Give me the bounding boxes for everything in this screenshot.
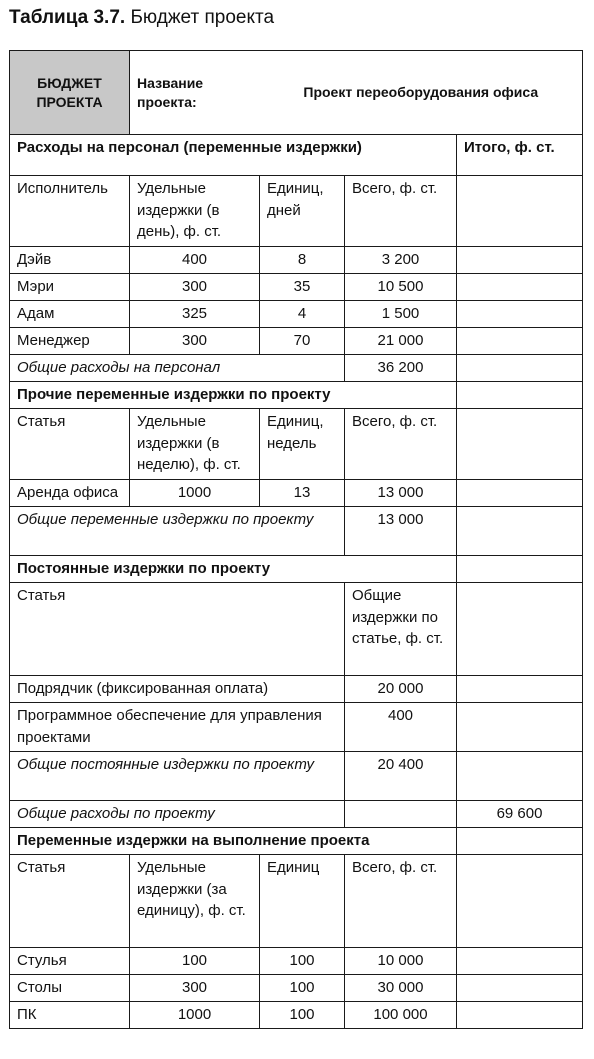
cell-name: Мэри xyxy=(10,274,130,301)
cell-rate: 100 xyxy=(130,948,260,975)
cell-units: 100 xyxy=(260,975,345,1002)
subtotal-label: Общие расходы на персонал xyxy=(10,355,345,382)
column-header: Исполнитель xyxy=(10,176,130,247)
empty-cell xyxy=(457,176,583,247)
cell-name: ПК xyxy=(10,1002,130,1029)
cell-rate: 1000 xyxy=(130,1002,260,1029)
caption-title: Бюджет проекта xyxy=(130,7,275,28)
empty-cell xyxy=(457,752,583,801)
project-header-row xyxy=(10,51,583,135)
section-row xyxy=(10,556,583,583)
table-row xyxy=(10,1002,583,1029)
cell-units: 100 xyxy=(260,948,345,975)
empty-cell xyxy=(457,480,583,507)
subtotal-value: 20 400 xyxy=(345,752,457,801)
table-row xyxy=(10,301,583,328)
caption-number: Таблица 3.7. xyxy=(9,7,126,28)
cell-rate: 325 xyxy=(130,301,260,328)
section-row xyxy=(10,135,583,176)
empty-cell xyxy=(457,855,583,948)
column-header: Статья xyxy=(10,855,130,948)
table-caption xyxy=(9,6,274,30)
cell-units: 70 xyxy=(260,328,345,355)
total-column-header: Итого, ф. ст. xyxy=(457,135,583,176)
cell-total: 10 500 xyxy=(345,274,457,301)
cell-total: 100 000 xyxy=(345,1002,457,1029)
section-row xyxy=(10,382,583,409)
cell-name: Аренда офиса xyxy=(10,480,130,507)
empty-cell xyxy=(457,948,583,975)
subtotal-value: 13 000 xyxy=(345,507,457,556)
cell-name: Адам xyxy=(10,301,130,328)
column-header: Общие издержки по статье, ф. ст. xyxy=(345,583,457,676)
empty-cell xyxy=(457,556,583,583)
cell-total: 20 000 xyxy=(345,676,457,703)
column-header-row xyxy=(10,855,583,948)
section-title-other-variable: Прочие переменные издержки по проекту xyxy=(10,382,457,409)
table-row xyxy=(10,480,583,507)
table-row xyxy=(10,703,583,752)
empty-cell xyxy=(457,382,583,409)
cell-name: Программное обеспечение для управления проектами xyxy=(10,703,345,752)
column-header: Всего, ф. ст. xyxy=(345,855,457,948)
cell-name: Подрядчик (фиксированная оплата) xyxy=(10,676,345,703)
empty-cell xyxy=(345,801,457,828)
table-row xyxy=(10,274,583,301)
subtotal-label: Общие переменные издержки по проекту xyxy=(10,507,345,556)
column-header: Единиц, недель xyxy=(260,409,345,480)
subtotal-row xyxy=(10,355,583,382)
empty-cell xyxy=(457,274,583,301)
table-row xyxy=(10,247,583,274)
budget-badge: БЮДЖЕТ ПРОЕКТА xyxy=(10,51,130,135)
column-header: Удельные издержки (за единицу), ф. ст. xyxy=(130,855,260,948)
empty-cell xyxy=(457,828,583,855)
column-header: Единиц, дней xyxy=(260,176,345,247)
cell-name: Дэйв xyxy=(10,247,130,274)
cell-name: Столы xyxy=(10,975,130,1002)
table-row xyxy=(10,975,583,1002)
cell-units: 35 xyxy=(260,274,345,301)
project-name-value: Проект переоборудования офиса xyxy=(260,51,583,135)
cell-rate: 300 xyxy=(130,274,260,301)
section-row xyxy=(10,828,583,855)
project-name-label: Название проекта: xyxy=(130,51,260,135)
empty-cell xyxy=(457,507,583,556)
empty-cell xyxy=(457,301,583,328)
section-title-execution: Переменные издержки на выполнение проекта xyxy=(10,828,457,855)
column-header: Всего, ф. ст. xyxy=(345,409,457,480)
cell-rate: 1000 xyxy=(130,480,260,507)
column-header: Удельные издержки (в неделю), ф. ст. xyxy=(130,409,260,480)
subtotal-value: 36 200 xyxy=(345,355,457,382)
cell-total: 3 200 xyxy=(345,247,457,274)
cell-name: Стулья xyxy=(10,948,130,975)
column-header: Статья xyxy=(10,583,345,676)
cell-total: 30 000 xyxy=(345,975,457,1002)
section-title-fixed: Постоянные издержки по проекту xyxy=(10,556,457,583)
cell-total: 1 500 xyxy=(345,301,457,328)
project-total-row xyxy=(10,801,583,828)
empty-cell xyxy=(457,583,583,676)
subtotal-row xyxy=(10,752,583,801)
empty-cell xyxy=(457,247,583,274)
empty-cell xyxy=(457,676,583,703)
cell-total: 13 000 xyxy=(345,480,457,507)
cell-units: 8 xyxy=(260,247,345,274)
project-total-label: Общие расходы по проекту xyxy=(10,801,345,828)
subtotal-row xyxy=(10,507,583,556)
table-row xyxy=(10,328,583,355)
budget-table xyxy=(9,50,583,1029)
column-header-row xyxy=(10,176,583,247)
cell-units: 4 xyxy=(260,301,345,328)
project-total-value: 69 600 xyxy=(457,801,583,828)
column-header: Всего, ф. ст. xyxy=(345,176,457,247)
column-header-row xyxy=(10,409,583,480)
empty-cell xyxy=(457,409,583,480)
cell-rate: 300 xyxy=(130,975,260,1002)
cell-total: 10 000 xyxy=(345,948,457,975)
empty-cell xyxy=(457,703,583,752)
subtotal-label: Общие постоянные издержки по проекту xyxy=(10,752,345,801)
column-header: Статья xyxy=(10,409,130,480)
section-title-personnel: Расходы на персонал (переменные издержки) xyxy=(10,135,457,176)
column-header: Удельные издержки (в день), ф. ст. xyxy=(130,176,260,247)
table-row xyxy=(10,676,583,703)
cell-name: Менеджер xyxy=(10,328,130,355)
table-row xyxy=(10,948,583,975)
empty-cell xyxy=(457,1002,583,1029)
cell-rate: 400 xyxy=(130,247,260,274)
cell-units: 13 xyxy=(260,480,345,507)
empty-cell xyxy=(457,355,583,382)
cell-total: 400 xyxy=(345,703,457,752)
column-header-row xyxy=(10,583,583,676)
cell-total: 21 000 xyxy=(345,328,457,355)
empty-cell xyxy=(457,975,583,1002)
cell-units: 100 xyxy=(260,1002,345,1029)
column-header: Единиц xyxy=(260,855,345,948)
empty-cell xyxy=(457,328,583,355)
cell-rate: 300 xyxy=(130,328,260,355)
